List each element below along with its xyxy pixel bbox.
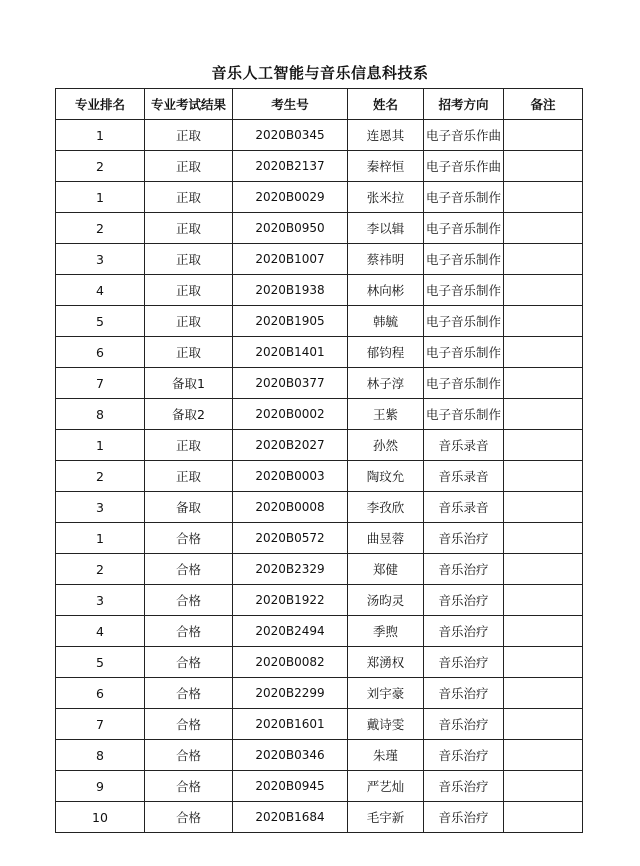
cell-name: 刘宇豪 — [348, 678, 424, 709]
cell-name: 秦梓恒 — [348, 151, 424, 182]
table-row — [56, 368, 583, 399]
cell-note — [504, 399, 583, 430]
cell-exam-id: 2020B0345 — [233, 120, 348, 151]
table-row — [56, 430, 583, 461]
cell-direction: 音乐治疗 — [424, 616, 504, 647]
cell-result: 合格 — [145, 616, 233, 647]
cell-note — [504, 647, 583, 678]
table-row — [56, 802, 583, 833]
cell-rank: 3 — [56, 585, 145, 616]
cell-exam-id: 2020B2137 — [233, 151, 348, 182]
cell-name: 孙然 — [348, 430, 424, 461]
table-row — [56, 337, 583, 368]
cell-result: 正取 — [145, 182, 233, 213]
cell-result: 正取 — [145, 306, 233, 337]
cell-rank: 3 — [56, 244, 145, 275]
cell-rank: 3 — [56, 492, 145, 523]
cell-result: 正取 — [145, 244, 233, 275]
cell-exam-id: 2020B1401 — [233, 337, 348, 368]
cell-exam-id: 2020B0002 — [233, 399, 348, 430]
cell-direction: 电子音乐制作 — [424, 182, 504, 213]
cell-name: 李以辑 — [348, 213, 424, 244]
cell-direction: 音乐治疗 — [424, 678, 504, 709]
cell-direction: 电子音乐制作 — [424, 213, 504, 244]
cell-rank: 1 — [56, 182, 145, 213]
cell-direction: 电子音乐作曲 — [424, 120, 504, 151]
cell-rank: 10 — [56, 802, 145, 833]
cell-note — [504, 616, 583, 647]
table-row — [56, 616, 583, 647]
cell-name: 连恩其 — [348, 120, 424, 151]
page-title: 音乐人工智能与音乐信息科技系 — [211, 64, 429, 82]
cell-note — [504, 120, 583, 151]
cell-note — [504, 306, 583, 337]
cell-rank: 6 — [56, 337, 145, 368]
header-exam-id: 考生号 — [233, 89, 348, 120]
table-body — [56, 120, 583, 833]
header-direction: 招考方向 — [424, 89, 504, 120]
cell-note — [504, 213, 583, 244]
cell-direction: 音乐治疗 — [424, 523, 504, 554]
cell-note — [504, 523, 583, 554]
table-row — [56, 709, 583, 740]
cell-result: 正取 — [145, 275, 233, 306]
cell-exam-id: 2020B0945 — [233, 771, 348, 802]
cell-direction: 电子音乐制作 — [424, 244, 504, 275]
cell-rank: 5 — [56, 306, 145, 337]
cell-note — [504, 554, 583, 585]
cell-direction: 音乐录音 — [424, 461, 504, 492]
cell-rank: 4 — [56, 275, 145, 306]
cell-name: 汤昀灵 — [348, 585, 424, 616]
cell-exam-id: 2020B2329 — [233, 554, 348, 585]
cell-name: 毛宇新 — [348, 802, 424, 833]
header-result: 专业考试结果 — [145, 89, 233, 120]
cell-direction: 电子音乐制作 — [424, 368, 504, 399]
cell-result: 合格 — [145, 585, 233, 616]
cell-name: 严艺灿 — [348, 771, 424, 802]
cell-name: 陶玟允 — [348, 461, 424, 492]
cell-exam-id: 2020B2027 — [233, 430, 348, 461]
cell-name: 蔡祎明 — [348, 244, 424, 275]
cell-name: 戴诗雯 — [348, 709, 424, 740]
cell-rank: 1 — [56, 430, 145, 461]
table-row — [56, 740, 583, 771]
cell-note — [504, 740, 583, 771]
table-row — [56, 461, 583, 492]
cell-result: 正取 — [145, 337, 233, 368]
cell-note — [504, 275, 583, 306]
table-header-row — [56, 89, 583, 120]
cell-result: 合格 — [145, 523, 233, 554]
table-row — [56, 399, 583, 430]
cell-direction: 电子音乐制作 — [424, 337, 504, 368]
cell-direction: 电子音乐制作 — [424, 399, 504, 430]
cell-note — [504, 151, 583, 182]
table-row — [56, 647, 583, 678]
admission-results-table — [55, 88, 583, 833]
cell-direction: 音乐治疗 — [424, 740, 504, 771]
cell-rank: 7 — [56, 709, 145, 740]
cell-result: 正取 — [145, 120, 233, 151]
cell-exam-id: 2020B2299 — [233, 678, 348, 709]
cell-exam-id: 2020B0572 — [233, 523, 348, 554]
cell-rank: 1 — [56, 120, 145, 151]
cell-result: 备取 — [145, 492, 233, 523]
cell-result: 合格 — [145, 740, 233, 771]
cell-direction: 音乐治疗 — [424, 771, 504, 802]
header-note: 备注 — [504, 89, 583, 120]
cell-rank: 8 — [56, 740, 145, 771]
cell-note — [504, 337, 583, 368]
cell-exam-id: 2020B0950 — [233, 213, 348, 244]
cell-note — [504, 461, 583, 492]
cell-direction: 音乐治疗 — [424, 554, 504, 585]
table-row — [56, 275, 583, 306]
cell-rank: 7 — [56, 368, 145, 399]
cell-name: 李孜欣 — [348, 492, 424, 523]
cell-direction: 音乐录音 — [424, 430, 504, 461]
cell-name: 林子淳 — [348, 368, 424, 399]
cell-result: 合格 — [145, 678, 233, 709]
cell-rank: 4 — [56, 616, 145, 647]
cell-result: 正取 — [145, 430, 233, 461]
cell-result: 合格 — [145, 647, 233, 678]
cell-result: 正取 — [145, 151, 233, 182]
cell-name: 林向彬 — [348, 275, 424, 306]
cell-exam-id: 2020B0008 — [233, 492, 348, 523]
cell-result: 备取1 — [145, 368, 233, 399]
cell-name: 王紫 — [348, 399, 424, 430]
cell-direction: 电子音乐作曲 — [424, 151, 504, 182]
cell-note — [504, 244, 583, 275]
cell-note — [504, 430, 583, 461]
table-row — [56, 771, 583, 802]
cell-rank: 1 — [56, 523, 145, 554]
cell-direction: 电子音乐制作 — [424, 275, 504, 306]
cell-result: 备取2 — [145, 399, 233, 430]
cell-direction: 音乐治疗 — [424, 709, 504, 740]
cell-name: 郑健 — [348, 554, 424, 585]
cell-rank: 2 — [56, 151, 145, 182]
cell-exam-id: 2020B1922 — [233, 585, 348, 616]
table-row — [56, 492, 583, 523]
header-rank: 专业排名 — [56, 89, 145, 120]
cell-exam-id: 2020B0377 — [233, 368, 348, 399]
cell-rank: 6 — [56, 678, 145, 709]
cell-note — [504, 368, 583, 399]
cell-name: 郑湧权 — [348, 647, 424, 678]
cell-result: 合格 — [145, 771, 233, 802]
cell-exam-id: 2020B1684 — [233, 802, 348, 833]
cell-rank: 2 — [56, 461, 145, 492]
table-row — [56, 213, 583, 244]
cell-rank: 9 — [56, 771, 145, 802]
table-row — [56, 244, 583, 275]
cell-result: 正取 — [145, 461, 233, 492]
cell-name: 韩毓 — [348, 306, 424, 337]
cell-direction: 音乐治疗 — [424, 647, 504, 678]
cell-rank: 2 — [56, 213, 145, 244]
cell-exam-id: 2020B1601 — [233, 709, 348, 740]
cell-rank: 5 — [56, 647, 145, 678]
cell-exam-id: 2020B2494 — [233, 616, 348, 647]
cell-direction: 电子音乐制作 — [424, 306, 504, 337]
cell-exam-id: 2020B1007 — [233, 244, 348, 275]
cell-exam-id: 2020B1905 — [233, 306, 348, 337]
cell-note — [504, 802, 583, 833]
cell-direction: 音乐治疗 — [424, 585, 504, 616]
table-row — [56, 523, 583, 554]
table-row — [56, 120, 583, 151]
cell-exam-id: 2020B0003 — [233, 461, 348, 492]
cell-direction: 音乐录音 — [424, 492, 504, 523]
cell-exam-id: 2020B0082 — [233, 647, 348, 678]
cell-name: 张米拉 — [348, 182, 424, 213]
table-row — [56, 678, 583, 709]
cell-name: 朱瑾 — [348, 740, 424, 771]
cell-note — [504, 771, 583, 802]
cell-note — [504, 585, 583, 616]
cell-exam-id: 2020B1938 — [233, 275, 348, 306]
cell-rank: 8 — [56, 399, 145, 430]
cell-rank: 2 — [56, 554, 145, 585]
cell-name: 曲昱蓉 — [348, 523, 424, 554]
cell-name: 郁钧程 — [348, 337, 424, 368]
cell-note — [504, 492, 583, 523]
table-row — [56, 182, 583, 213]
table-row — [56, 306, 583, 337]
header-name: 姓名 — [348, 89, 424, 120]
cell-name: 季煦 — [348, 616, 424, 647]
cell-note — [504, 678, 583, 709]
table-row — [56, 151, 583, 182]
cell-result: 合格 — [145, 709, 233, 740]
cell-result: 正取 — [145, 213, 233, 244]
table-row — [56, 554, 583, 585]
cell-direction: 音乐治疗 — [424, 802, 504, 833]
cell-exam-id: 2020B0029 — [233, 182, 348, 213]
cell-result: 合格 — [145, 554, 233, 585]
cell-note — [504, 709, 583, 740]
cell-result: 合格 — [145, 802, 233, 833]
cell-exam-id: 2020B0346 — [233, 740, 348, 771]
table-row — [56, 585, 583, 616]
cell-note — [504, 182, 583, 213]
